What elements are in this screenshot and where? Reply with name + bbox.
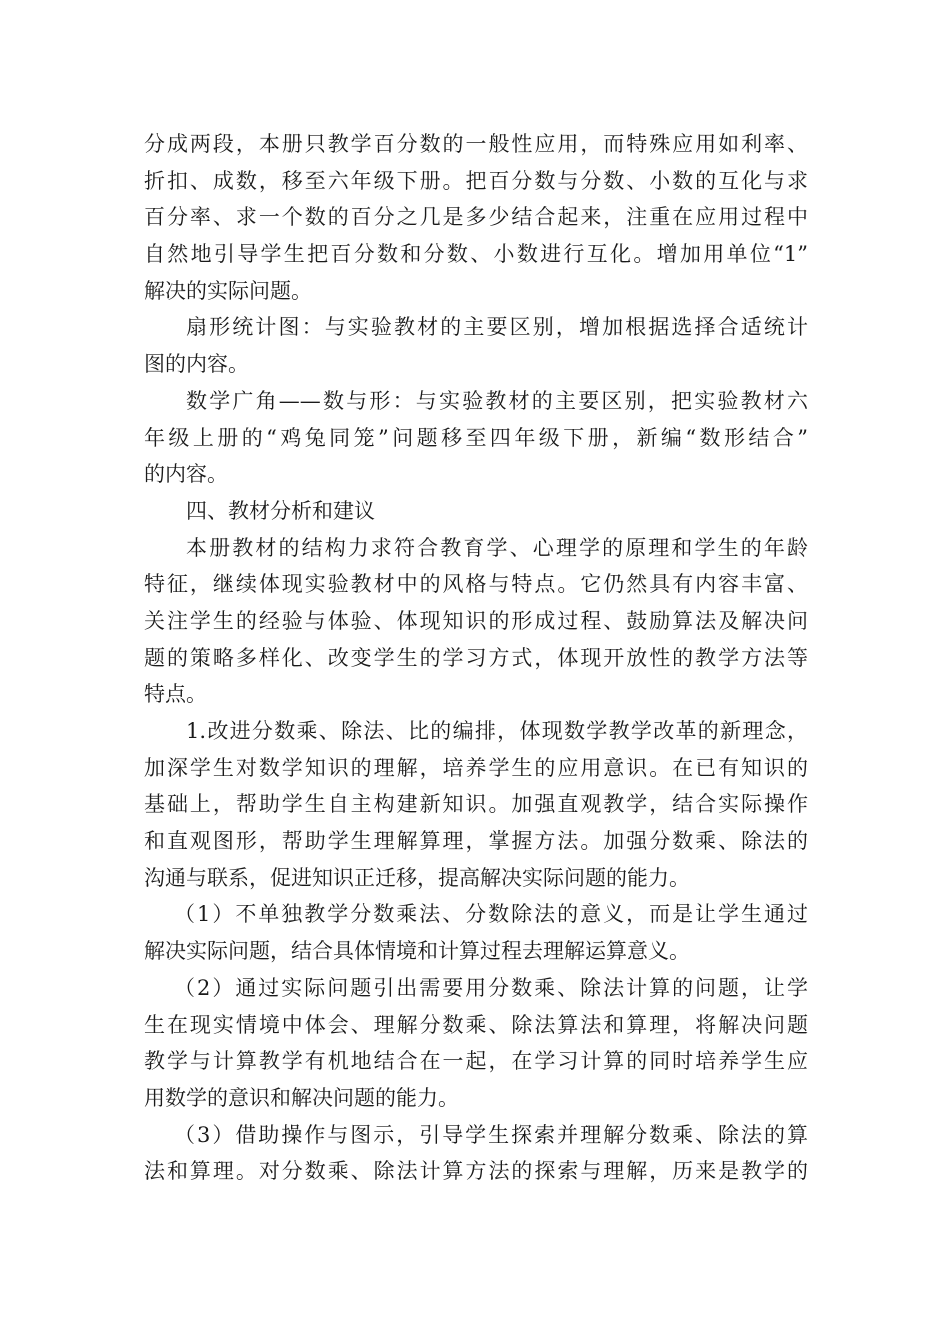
text-line: 用数学的意识和解决问题的能力。 bbox=[144, 1085, 459, 1110]
text-line: 1.改进分数乘、除法、比的编排，体现数学教学改革的新理念， bbox=[186, 719, 808, 743]
text-line: 题的策略多样化、改变学生的学习方式，体现开放性的教学方法等 bbox=[144, 645, 808, 670]
text-line: （3）借助操作与图示，引导学生探索并理解分数乘、除法的算 bbox=[174, 1122, 808, 1147]
body-text bbox=[144, 126, 808, 1190]
text-line: 加深学生对数学知识的理解，培养学生的应用意识。在已有知识的 bbox=[144, 755, 808, 780]
text-line: 解决实际问题，结合具体情境和计算过程去理解运算意义。 bbox=[144, 939, 690, 964]
text-line: 自然地引导学生把百分数和分数、小数进行互化。增加用单位“1” bbox=[144, 242, 808, 267]
text-line: 特征，继续体现实验教材中的风格与特点。它仍然具有内容丰富、 bbox=[144, 572, 808, 597]
text-line: 法和算理。对分数乘、除法计算方法的探索与理解，历来是教学的 bbox=[144, 1159, 808, 1184]
text-line: 本册教材的结构力求符合教育学、心理学的原理和学生的年龄 bbox=[186, 535, 808, 560]
text-line: 特点。 bbox=[144, 682, 207, 707]
text-line: 百分率、求一个数的百分之几是多少结合起来，注重在应用过程中 bbox=[144, 205, 808, 230]
text-line: 年级上册的“鸡兔同笼”问题移至四年级下册，新编“数形结合” bbox=[144, 425, 808, 450]
text-line: （1）不单独教学分数乘法、分数除法的意义，而是让学生通过 bbox=[174, 902, 808, 927]
text-line: 图的内容。 bbox=[144, 352, 249, 377]
text-line: 生在现实情境中体会、理解分数乘、除法算法和算理，将解决问题 bbox=[144, 1012, 808, 1037]
text-line: 扇形统计图：与实验教材的主要区别，增加根据选择合适统计 bbox=[186, 315, 808, 340]
section-heading: 四、教材分析和建议 bbox=[186, 498, 375, 523]
text-line: 教学与计算教学有机地结合在一起，在学习计算的同时培养学生应 bbox=[144, 1049, 808, 1074]
text-line: 和直观图形，帮助学生理解算理，掌握方法。加强分数乘、除法的 bbox=[144, 829, 808, 854]
text-line: 关注学生的经验与体验、体现知识的形成过程、鼓励算法及解决问 bbox=[144, 608, 808, 633]
text-line: 解决的实际问题。 bbox=[144, 278, 312, 303]
text-line: 基础上，帮助学生自主构建新知识。加强直观教学，结合实际操作 bbox=[144, 792, 808, 817]
text-line: 数学广角——数与形：与实验教材的主要区别，把实验教材六 bbox=[186, 388, 808, 413]
text-line: 折扣、成数，移至六年级下册。把百分数与分数、小数的互化与求 bbox=[144, 168, 808, 193]
text-line: 的内容。 bbox=[144, 462, 228, 487]
text-line: 沟通与联系，促进知识正迁移，提高解决实际问题的能力。 bbox=[144, 865, 690, 890]
text-line: （2）通过实际问题引出需要用分数乘、除法计算的问题，让学 bbox=[174, 975, 808, 1000]
text-line: 分成两段，本册只教学百分数的一般性应用，而特殊应用如利率、 bbox=[144, 132, 808, 156]
